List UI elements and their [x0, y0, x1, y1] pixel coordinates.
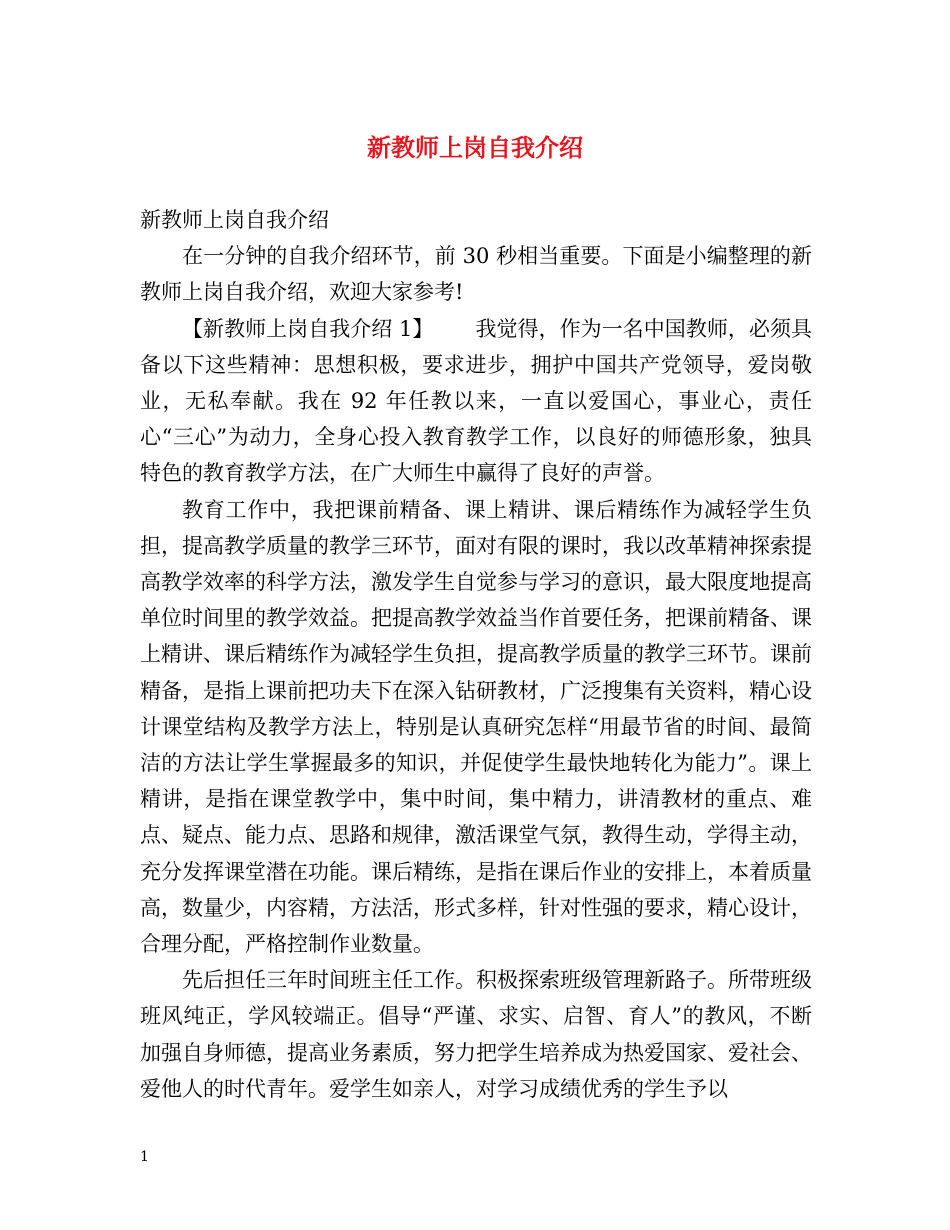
teaching-paragraph: 教育工作中，我把课前精备、课上精讲、课后精练作为减轻学生负担，提高教学质量的教学三环节，面对有限的课时，我以改革精神探索提高教学效率的科学方法，激发学生自觉参与学习的意识，最大限度地提高单位时间里的教学效益。把提高教学效益当作首要任务，把课前精备、课上精讲、课后精练作为减轻学生负担，提高教学质量的教学三环节。课前精备，是指上课前把功夫下在深入钻研教材，广泛搜集有关资料，精心设计课堂结构及教学方法上，特别是认真研究怎样“用最节省的时间、最简洁的方法让学生掌握最多的知识，并促使学生最快地转化为能力”。课上精讲，是指在课堂教学中，集中时间，集中精力，讲清教材的重点、难点、疑点、能力点、思路和规律，激活课堂气氛，教得生动，学得主动，充分发挥课堂潜在功能。课后精练，是指在课后作业的安排上，本着质量高，数量少，内容精，方法活，形式多样，针对性强的要求，精心设计，合理分配，严格控制作业数量。: [140, 497, 812, 957]
body-subtitle: 新教师上岗自我介绍: [140, 208, 329, 232]
section-1-paragraph: [140, 311, 812, 492]
document-title: 新教师上岗自我介绍: [367, 133, 583, 162]
page-number: 1: [140, 1149, 149, 1165]
section-1-text: 我觉得，作为一名中国教师，必须具备以下这些精神：思想积极，要求进步，拥护中国共产党领导，爱岗敬业，无私奉献。我在 92 年任教以来，一直以爱国心，事业心，责任心“三心”为动力，全身心投入教育教学工作，以良好的师德形象，独具特色的教育教学方法，在广大师生中赢得了良好的声誉。: [140, 316, 812, 486]
document-body: [140, 202, 812, 1107]
class-teacher-paragraph: 先后担任三年时间班主任工作。积极探索班级管理新路子。所带班级班风纯正，学风较端正。倡导“严谨、求实、启智、育人”的教风，不断加强自身师德，提高业务素质，努力把学生培养成为热爱国家、爱社会、爱他人的时代青年。爱学生如亲人，对学习成绩优秀的学生予以: [140, 968, 812, 1101]
intro-paragraph: 在一分钟的自我介绍环节，前 30 秒相当重要。下面是小编整理的新教师上岗自我介绍，欢迎大家参考!: [140, 244, 812, 305]
section-1-heading: 【新教师上岗自我介绍 1】: [182, 316, 434, 341]
